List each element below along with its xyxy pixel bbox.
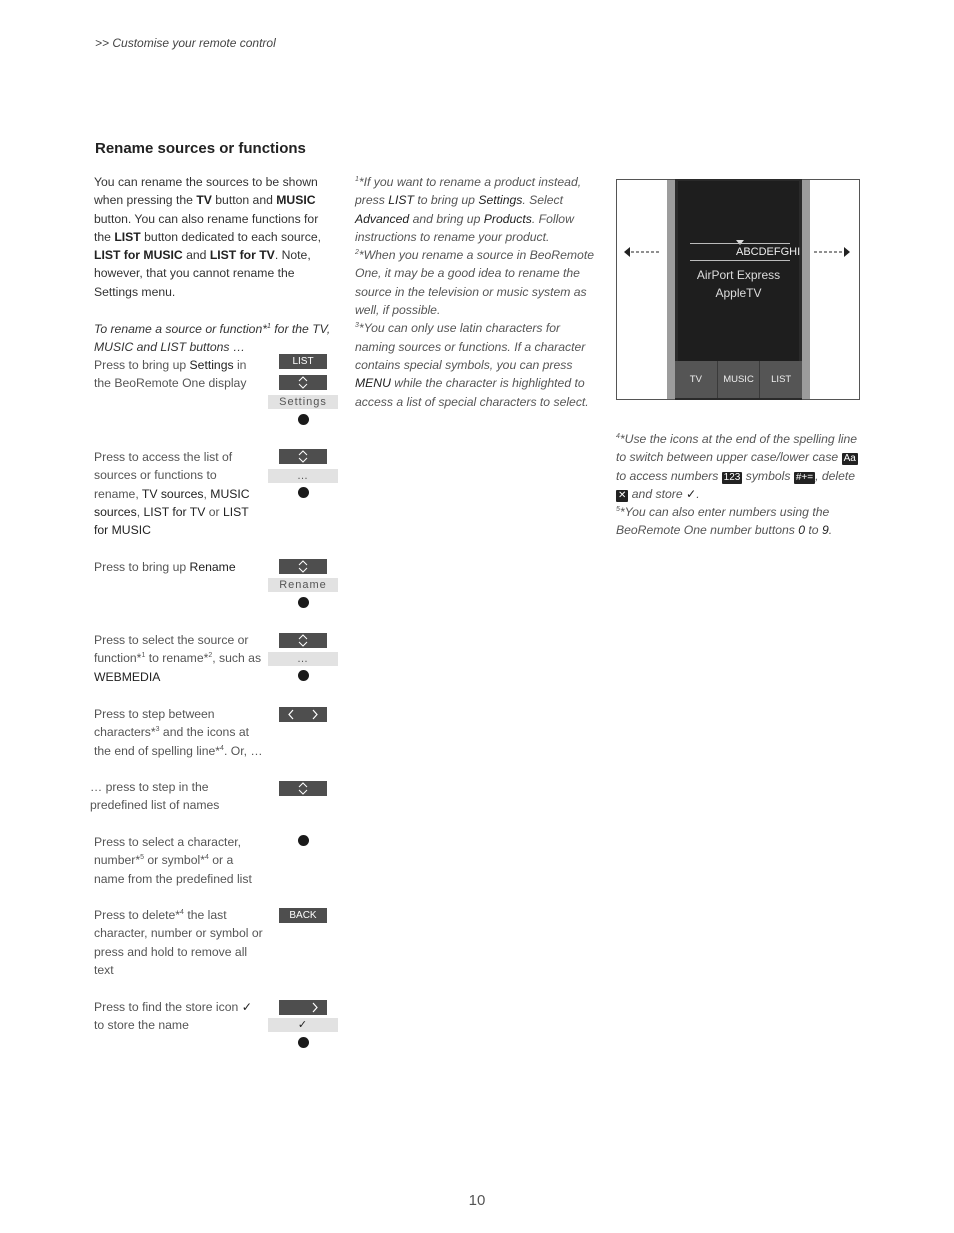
center-button-icon[interactable]: [298, 1037, 309, 1048]
step-7: Press to select a character, number*$^5$ or symbol*$^4$ or a name from the predefined list: [94, 835, 252, 886]
footnotes-right: [616, 430, 860, 540]
display-tabs: [675, 361, 802, 398]
remote-display-figure: [616, 179, 860, 400]
list-item: AirPort Express: [696, 268, 781, 282]
updown-button[interactable]: [279, 375, 327, 390]
page-number: 10: [468, 1192, 486, 1209]
updown-icon: [297, 375, 309, 390]
center-button-icon[interactable]: [298, 597, 309, 608]
display-bezel-left: [667, 180, 675, 399]
remote-screen: [675, 179, 802, 400]
right-button[interactable]: [279, 1000, 327, 1015]
updown-icon: [297, 781, 309, 796]
left-right-button[interactable]: [279, 707, 327, 722]
ellipsis-display-bar: …: [268, 469, 338, 483]
breadcrumb: >> Customise your remote control: [95, 36, 276, 50]
center-button-icon[interactable]: [298, 414, 309, 425]
display-bezel-right: [802, 180, 810, 399]
list-item: AppleTV: [715, 286, 762, 300]
arrow-left-icon: [623, 246, 661, 258]
footnote-3: $^3$*You can only use latin characters for naming sources or functions. If a character contains special symbols, you can press MENU while the character is highlighted to access a list of special characters to select.: [355, 321, 589, 409]
list-button[interactable]: LIST: [279, 354, 327, 369]
footnote-5: $^5$*You can also enter numbers using the BeoRemote One number buttons 0 to 9.: [616, 505, 833, 538]
step-5: Press to step between characters*$^3$ and the icons at the end of spelling line*$^4$. Or, …: [94, 707, 263, 758]
updown-button[interactable]: [279, 559, 327, 574]
footnote-4: $^4$*Use the icons at the end of the spelling line to switch between upper case/lower case Aa to access numbers 123 symbols #+= , delete ✕ and store ✓.: [616, 432, 858, 501]
step-1: Press to bring up Settings in the BeoRemote One display: [94, 358, 247, 391]
step-3: Press to bring up Rename: [94, 560, 236, 574]
step-4: Press to select the source or function*$^1$ to rename*$^2$, such as WEBMEDIA: [94, 633, 262, 684]
back-button[interactable]: BACK: [279, 908, 327, 923]
lead-instruction: To rename a source or function*$^1$ for the TV, MUSIC and LIST buttons …: [94, 322, 331, 355]
spelling-line: ABCDEFGHI: [690, 243, 790, 261]
rename-display-bar: Rename: [268, 578, 338, 592]
center-button-icon[interactable]: [298, 835, 309, 846]
center-button-icon[interactable]: [298, 487, 309, 498]
right-arrow-icon: [279, 1000, 327, 1015]
step-6: … press to step in the predefined list of names: [90, 780, 220, 813]
footnotes-left: [355, 173, 595, 411]
intro-paragraph: You can rename the sources to be shown when pressing the TV button and MUSIC button. You can also rename functions for the LIST button dedicated to each source, LIST for MUSIC and LIST for TV. Note, however, that you cannot rename the Settings menu.: [94, 175, 321, 299]
updown-button[interactable]: [279, 633, 327, 648]
step-8: Press to delete*$^4$ the last character, number or symbol or press and hold to remove all text: [94, 908, 263, 977]
display-area: [678, 181, 799, 361]
delete-icon: ✕: [618, 489, 627, 501]
center-button-icon[interactable]: [298, 670, 309, 681]
tab-list[interactable]: LIST: [760, 361, 802, 398]
tab-music[interactable]: MUSIC: [718, 361, 761, 398]
tab-tv[interactable]: TV: [675, 361, 718, 398]
settings-display-bar: Settings: [268, 395, 338, 409]
updown-button[interactable]: [279, 449, 327, 464]
updown-icon: [297, 449, 309, 464]
updown-icon: [297, 559, 309, 574]
numbers-icon: 123: [723, 471, 741, 483]
case-toggle-icon: Aa: [843, 453, 856, 465]
step-2: Press to access the list of sources or functions to rename, TV sources, MUSIC sources, LIST for TV or LIST for MUSIC: [94, 450, 250, 538]
updown-button[interactable]: [279, 781, 327, 796]
store-check-bar: ✓: [268, 1018, 338, 1032]
footnote-2: $^2$*When you rename a source in BeoRemote One, it may be a good idea to rename the source in the television or music system as well, if possible.: [355, 248, 594, 318]
arrow-right-icon: [813, 246, 851, 258]
ellipsis-display-bar: …: [268, 652, 338, 666]
store-check-icon: ✓: [685, 486, 697, 501]
footnote-1: $^1$*If you want to rename a product instead, press LIST to bring up Settings. Select Advanced and bring up Products. Follow instructions to rename your product.: [355, 175, 582, 244]
left-right-arrows-icon: [279, 707, 327, 722]
store-check-icon: ✓: [241, 1000, 252, 1014]
step-9: Press to find the store icon ✓ to store the name: [94, 1000, 252, 1033]
symbols-icon: #+=: [795, 471, 814, 483]
section-title: Rename sources or functions: [95, 140, 306, 157]
updown-icon: [297, 633, 309, 648]
